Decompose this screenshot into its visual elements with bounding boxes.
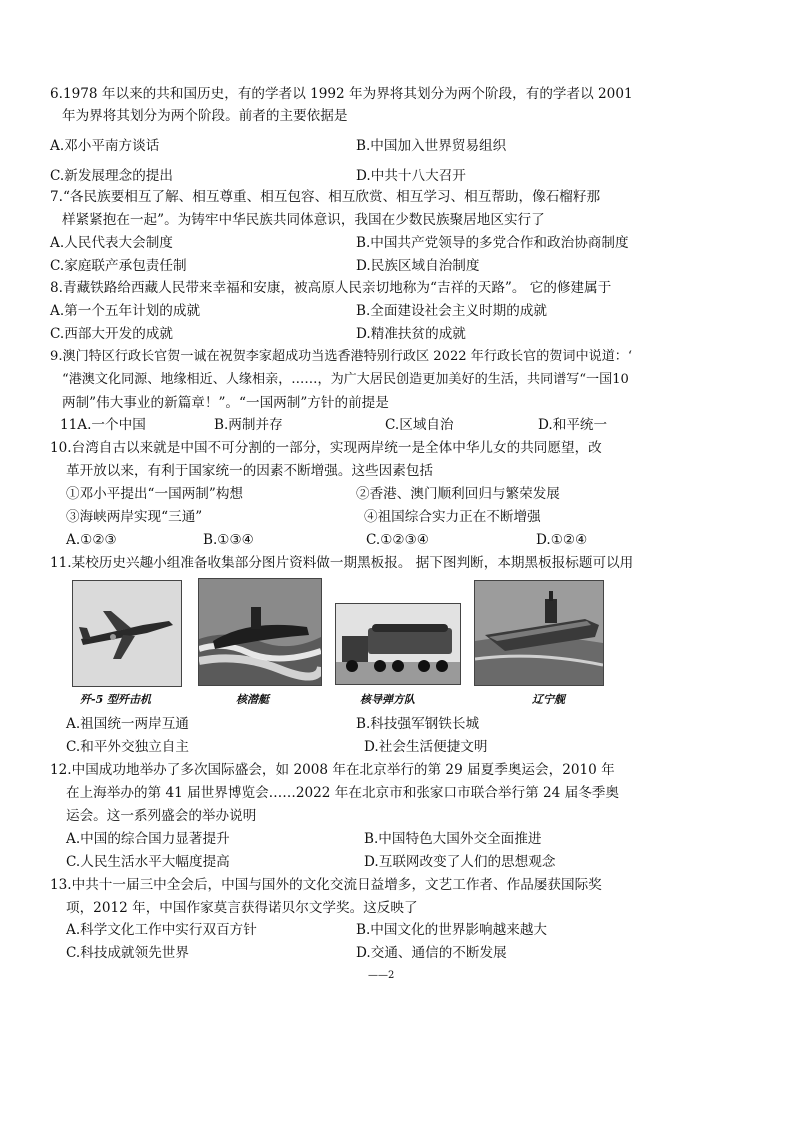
q8-option-c: C.西部大开发的成就 xyxy=(50,326,173,342)
q7-stem-line2: 样紧紧抱在一起”。为铸牢中华民族共同体意识，我国在少数民族聚居地区实行了 xyxy=(62,212,545,228)
q6-option-a: A.邓小平南方谈话 xyxy=(50,138,160,154)
q13-option-b: B.中国文化的世界影响越来越大 xyxy=(356,922,548,938)
q6-stem-line1: 6.1978 年以来的共和国历史，有的学者以 1992 年为界将其划分为两个阶段，有的学者以 2001 xyxy=(50,86,633,102)
q9-stem-line3: 两制”伟大事业的新篇章！”。“一国两制”方针的前提是 xyxy=(62,395,389,411)
q10-option-d: D.①②④ xyxy=(536,532,588,548)
q10-option-b: B.①③④ xyxy=(203,532,254,548)
q13-stem-line2: 项，2012 年，中国作家莫言获得诺贝尔文学奖。这反映了 xyxy=(66,900,418,916)
caption-fighter-jet: 歼-5 型歼击机 xyxy=(80,693,152,706)
q10-stem-line1: 10.台湾自古以来就是中国不可分割的一部分，实现两岸统一是全体中华儿女的共同愿望，改 xyxy=(50,440,602,456)
q11-stem-line1: 11.某校历史兴趣小组准备收集部分图片资料做一期黑板报。 据下图判断，本期黑板报标题可以用 xyxy=(50,555,634,571)
q10-stem-line2: 革开放以来，有利于国家统一的因素不断增强。这些因素包括 xyxy=(66,463,434,479)
q8-option-b: B.全面建设社会主义时期的成就 xyxy=(356,303,548,319)
q8-option-a: A.第一个五年计划的成就 xyxy=(50,303,201,319)
q10-item-1: ①邓小平提出“一国两制”构想 xyxy=(66,486,244,502)
q10-item-3: ③海峡两岸实现“三通” xyxy=(66,509,203,525)
missile-convoy-photo xyxy=(335,603,461,685)
q12-stem-line3: 运会。这一系列盛会的举办说明 xyxy=(66,808,257,824)
page-number: ——2 xyxy=(368,970,395,981)
q8-stem-line1: 8.青藏铁路给西藏人民带来幸福和安康，被高原人民亲切地称为“吉祥的天路”。 它的修建属于 xyxy=(50,280,612,296)
q9-stem-line2: “港澳文化同源、地缘相近、人缘相亲，……，为广大居民创造更加美好的生活，共同谱写“一国10 xyxy=(62,372,629,387)
q12-option-a: A.中国的综合国力显著提升 xyxy=(66,831,230,847)
q9-stem-line1: 9.澳门特区行政长官贺一诚在祝贺李家超成功当选香港特别行政区 2022 年行政长官的贺词中说道：‘ xyxy=(50,349,633,364)
caption-aircraft-carrier: 辽宁舰 xyxy=(532,693,565,706)
q6-stem-line2: 年为界将其划分为两个阶段。前者的主要依据是 xyxy=(62,108,348,124)
q9-option-a: 11A.一个中国 xyxy=(60,417,146,433)
q13-option-a: A.科学文化工作中实行双百方针 xyxy=(66,922,257,938)
q7-stem-line1: 7.“各民族要相互了解、相互尊重、相互包容、相互欣赏、相互学习、相互帮助，像石榴籽那 xyxy=(50,189,601,205)
caption-submarine: 核潜艇 xyxy=(236,693,269,706)
q12-option-d: D.互联网改变了人们的思想观念 xyxy=(364,854,556,870)
q10-item-4: ④祖国综合实力正在不断增强 xyxy=(364,509,541,525)
q6-option-d: D.中共十八大召开 xyxy=(356,168,466,184)
q12-option-b: B.中国特色大国外交全面推进 xyxy=(364,831,542,847)
q13-option-c: C.科技成就领先世界 xyxy=(66,945,189,961)
fighter-jet-photo xyxy=(72,580,182,687)
q11-option-a: A.祖国统一两岸互通 xyxy=(66,716,189,732)
q8-option-d: D.精准扶贫的成就 xyxy=(356,326,466,342)
fighter-jet-icon xyxy=(73,581,181,686)
missile-truck-icon xyxy=(336,604,460,684)
caption-missile-convoy: 核导弹方队 xyxy=(360,693,415,706)
q7-option-a: A.人民代表大会制度 xyxy=(50,235,173,251)
q7-option-d: D.民族区域自治制度 xyxy=(356,258,480,274)
q6-option-b: B.中国加入世界贸易组织 xyxy=(356,138,507,154)
q12-stem-line1: 12.中国成功地举办了多次国际盛会，如 2008 年在北京举行的第 29 届夏季奥运会，2010 年 xyxy=(50,762,615,778)
q6-option-c: C.新发展理念的提出 xyxy=(50,168,173,184)
submarine-icon xyxy=(199,579,321,685)
q9-option-c: C.区域自治 xyxy=(385,417,454,433)
q11-option-c: C.和平外交独立自主 xyxy=(66,739,189,755)
aircraft-carrier-photo xyxy=(474,580,604,686)
q10-option-c: C.①②③④ xyxy=(366,532,429,548)
q12-stem-line2: 在上海举办的第 41 届世界博览会……2022 年在北京市和张家口市联合举行第 24 届冬季奥 xyxy=(66,785,619,801)
submarine-photo xyxy=(198,578,322,686)
q13-option-d: D.交通、通信的不断发展 xyxy=(356,945,507,961)
q7-option-b: B.中国共产党领导的多党合作和政治协商制度 xyxy=(356,235,629,251)
q11-option-d: D.社会生活便捷文明 xyxy=(364,739,488,755)
aircraft-carrier-icon xyxy=(475,581,603,685)
q9-option-b: B.两制并存 xyxy=(214,417,283,433)
q11-option-b: B.科技强军钢铁长城 xyxy=(356,716,480,732)
q10-item-2: ②香港、澳门顺利回归与繁荣发展 xyxy=(356,486,560,502)
q10-option-a: A.①②③ xyxy=(66,532,117,548)
q9-option-d: D.和平统一 xyxy=(538,417,608,433)
q12-option-c: C.人民生活水平大幅度提高 xyxy=(66,854,230,870)
q13-stem-line1: 13.中共十一届三中全会后，中国与国外的文化交流日益增多，文艺工作者、作品屡获国际奖 xyxy=(50,877,602,893)
q7-option-c: C.家庭联产承包责任制 xyxy=(50,258,187,274)
